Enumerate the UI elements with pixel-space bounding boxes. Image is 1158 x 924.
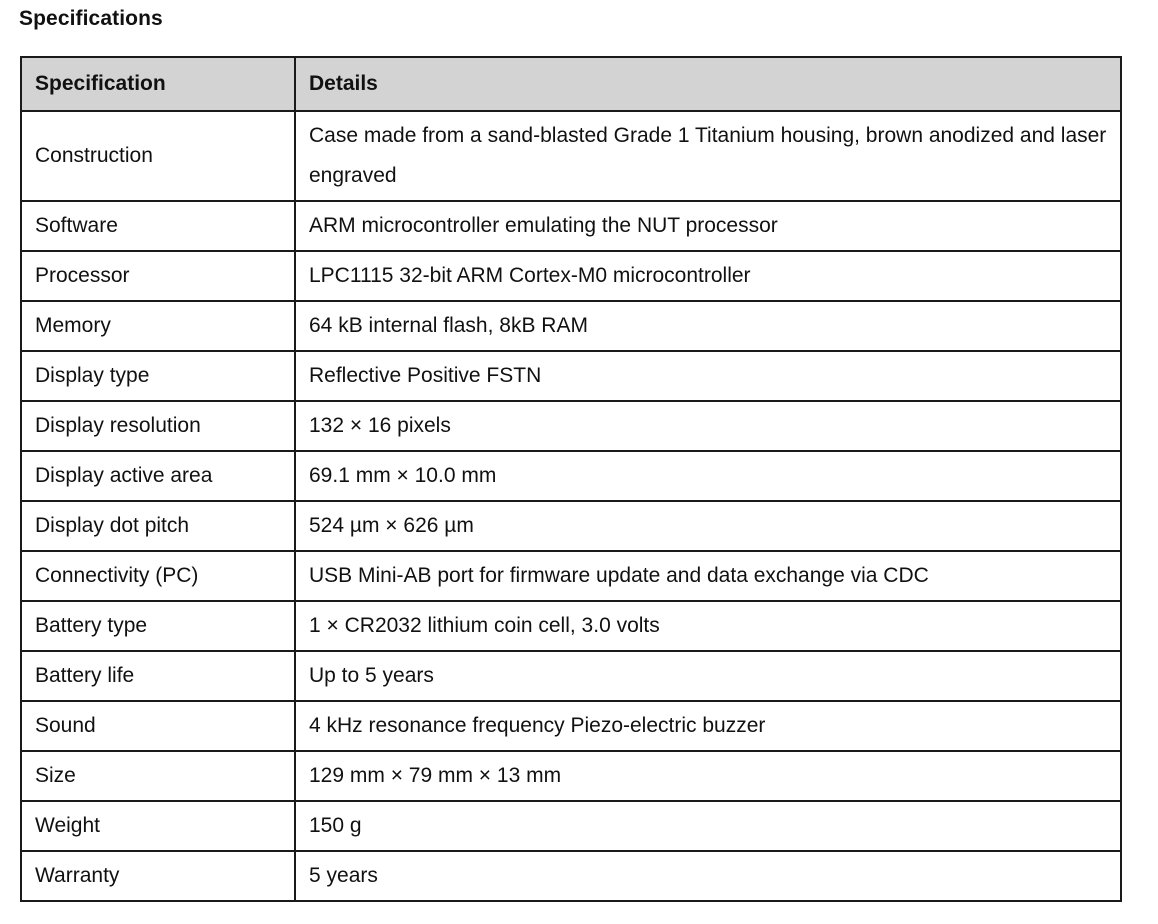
spec-details-cell: Reflective Positive FSTN bbox=[295, 351, 1121, 401]
spec-name-cell: Battery type bbox=[21, 601, 295, 651]
specifications-table bbox=[20, 56, 1122, 902]
table-row bbox=[21, 251, 1121, 301]
column-header-details: Details bbox=[295, 57, 1121, 111]
table-row bbox=[21, 651, 1121, 701]
spec-name-cell: Battery life bbox=[21, 651, 295, 701]
table-row bbox=[21, 111, 1121, 201]
table-row bbox=[21, 351, 1121, 401]
table-header-row bbox=[21, 57, 1121, 111]
spec-name-cell: Warranty bbox=[21, 851, 295, 901]
spec-details-cell: 4 kHz resonance frequency Piezo-electric buzzer bbox=[295, 701, 1121, 751]
spec-name-cell: Sound bbox=[21, 701, 295, 751]
spec-name-cell: Size bbox=[21, 751, 295, 801]
spec-details-cell: Case made from a sand-blasted Grade 1 Titanium housing, brown anodized and laser engraved bbox=[295, 111, 1121, 201]
spec-name-cell: Display dot pitch bbox=[21, 501, 295, 551]
spec-name-cell: Display type bbox=[21, 351, 295, 401]
column-header-specification: Specification bbox=[21, 57, 295, 111]
spec-details-cell: 524 µm × 626 µm bbox=[295, 501, 1121, 551]
spec-details-cell: Up to 5 years bbox=[295, 651, 1121, 701]
table-row bbox=[21, 551, 1121, 601]
spec-details-cell: 129 mm × 79 mm × 13 mm bbox=[295, 751, 1121, 801]
table-row bbox=[21, 301, 1121, 351]
spec-name-cell: Display resolution bbox=[21, 401, 295, 451]
table-row bbox=[21, 451, 1121, 501]
table-row bbox=[21, 851, 1121, 901]
spec-details-cell: 132 × 16 pixels bbox=[295, 401, 1121, 451]
table-row bbox=[21, 601, 1121, 651]
spec-details-cell: ARM microcontroller emulating the NUT processor bbox=[295, 201, 1121, 251]
spec-name-cell: Construction bbox=[21, 111, 295, 201]
spec-details-cell: 69.1 mm × 10.0 mm bbox=[295, 451, 1121, 501]
spec-details-cell: LPC1115 32-bit ARM Cortex-M0 microcontroller bbox=[295, 251, 1121, 301]
spec-name-cell: Weight bbox=[21, 801, 295, 851]
table-row bbox=[21, 801, 1121, 851]
section-title: Specifications bbox=[19, 7, 163, 30]
spec-name-cell: Connectivity (PC) bbox=[21, 551, 295, 601]
spec-details-cell: 5 years bbox=[295, 851, 1121, 901]
table-row bbox=[21, 501, 1121, 551]
spec-details-cell: USB Mini-AB port for firmware update and data exchange via CDC bbox=[295, 551, 1121, 601]
table-row bbox=[21, 701, 1121, 751]
spec-name-cell: Processor bbox=[21, 251, 295, 301]
spec-name-cell: Memory bbox=[21, 301, 295, 351]
table-row bbox=[21, 751, 1121, 801]
spec-name-cell: Software bbox=[21, 201, 295, 251]
spec-details-cell: 1 × CR2032 lithium coin cell, 3.0 volts bbox=[295, 601, 1121, 651]
table-row bbox=[21, 201, 1121, 251]
table-row bbox=[21, 401, 1121, 451]
spec-details-cell: 150 g bbox=[295, 801, 1121, 851]
spec-name-cell: Display active area bbox=[21, 451, 295, 501]
spec-details-cell: 64 kB internal flash, 8kB RAM bbox=[295, 301, 1121, 351]
